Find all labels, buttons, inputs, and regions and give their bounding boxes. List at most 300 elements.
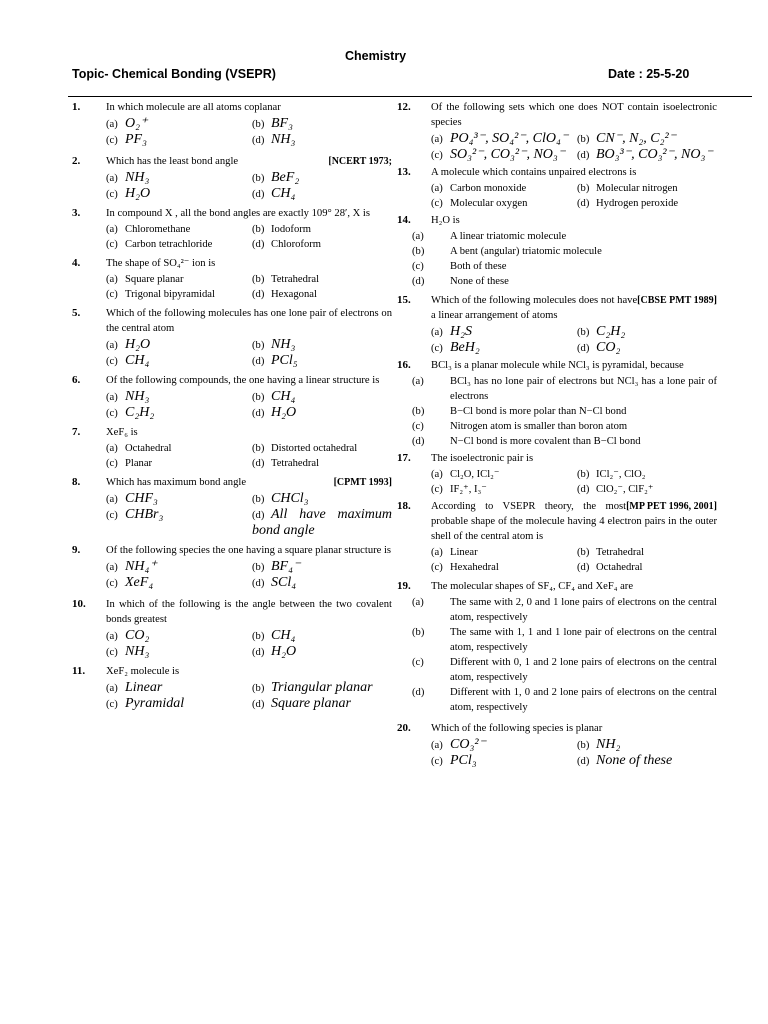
option (431, 147, 571, 163)
option (106, 680, 246, 696)
option-text: All have maximum bond angle (252, 507, 392, 538)
option (106, 696, 246, 712)
question-12 (397, 100, 717, 163)
option-text: BCl₃ has no lone pair of electrons but NCl₃ has a lone pair of electrons (450, 376, 717, 402)
option-text: Molecular oxygen (450, 198, 528, 209)
option-letter: (c) (106, 189, 118, 200)
options (431, 131, 717, 163)
option (252, 186, 392, 202)
option-letter: (b) (412, 627, 425, 638)
option-text: Hexahedral (450, 562, 499, 573)
option-letter: (d) (252, 189, 265, 200)
option (577, 324, 717, 340)
options (431, 467, 717, 497)
option-letter: (a) (106, 494, 118, 505)
option-text: ClO₂⁻, ClF₂⁺ (596, 484, 654, 495)
option (106, 628, 246, 644)
option (252, 170, 392, 186)
option-text: Octahedral (596, 562, 643, 573)
question-18 (397, 499, 717, 575)
option (577, 467, 717, 482)
option-text: CO₂ (596, 340, 621, 355)
option (252, 507, 392, 539)
option (106, 389, 246, 405)
option-text: O₂⁺ (125, 116, 148, 131)
option (412, 259, 717, 274)
option-letter: (d) (252, 289, 265, 300)
question-number: 2. (72, 155, 81, 167)
option-letter: (c) (431, 150, 443, 161)
options (106, 628, 392, 660)
option-letter: (b) (577, 183, 590, 194)
option (252, 337, 392, 353)
option (412, 244, 717, 259)
option (252, 559, 392, 575)
question-number: 7. (72, 426, 81, 438)
option-text: CN⁻, N₂, C₂²⁻ (596, 131, 677, 146)
option (252, 696, 392, 712)
option-letter: (c) (431, 198, 443, 209)
option-text: CO₂ (125, 628, 150, 643)
question-number: 17. (397, 452, 411, 464)
question-number: 18. (397, 500, 411, 512)
option (412, 229, 717, 244)
question-number: 14. (397, 214, 411, 226)
option-text: Different with 1, 0 and 2 lone pairs of electrons on the central atom, respectively (450, 687, 717, 713)
option-text: CH₄ (271, 186, 296, 201)
option-letter: (c) (106, 510, 118, 521)
option-text: H₂O (125, 337, 151, 352)
option-letter: (d) (577, 343, 590, 354)
option (106, 337, 246, 353)
question-number: 1. (72, 101, 81, 113)
option-letter: (c) (106, 699, 118, 710)
option (106, 353, 246, 369)
option (106, 575, 246, 591)
option-letter: (d) (252, 699, 265, 710)
option-letter: (c) (431, 756, 443, 767)
question-19 (397, 579, 717, 715)
question-stem: The shape of SO₄²⁻ ion is (106, 258, 216, 269)
option-text: H₂O (125, 186, 151, 201)
option-letter: (d) (577, 562, 590, 573)
question-8 (72, 475, 392, 539)
option-text: H₂S (450, 324, 472, 339)
option (252, 116, 392, 132)
question-17 (397, 451, 717, 497)
options (431, 181, 717, 211)
option-letter: (b) (577, 134, 590, 145)
option (431, 737, 571, 753)
option-text: Cl₂O, ICl₂⁻ (450, 469, 500, 480)
question-2 (72, 154, 392, 202)
option-text: Carbon tetrachloride (125, 239, 213, 250)
option (577, 737, 717, 753)
option-text: Nitrogen atom is smaller than boron atom (450, 421, 628, 432)
option (252, 628, 392, 644)
option-letter: (a) (106, 274, 118, 285)
option-text: Trigonal bipyramidal (125, 289, 215, 300)
option-letter: (b) (577, 740, 590, 751)
option (412, 685, 717, 715)
question-number: 5. (72, 307, 81, 319)
option (412, 595, 717, 625)
option-letter: (d) (577, 484, 590, 495)
option-letter: (b) (252, 340, 265, 351)
question-number: 11. (72, 665, 86, 677)
option-text: The same with 1, 1 and 1 lone pair of electrons on the central atom, respectively (450, 627, 717, 653)
option-text: Square planar (125, 274, 184, 285)
option-letter: (d) (412, 276, 425, 287)
option (252, 491, 392, 507)
option-letter: (c) (106, 289, 118, 300)
option-letter: (c) (106, 356, 118, 367)
left-column (72, 100, 392, 712)
options (106, 272, 392, 302)
options (431, 324, 717, 356)
option-text: XeF₄ (125, 575, 154, 590)
option-letter: (b) (577, 469, 590, 480)
option (252, 456, 392, 471)
option-text: PCl₃ (450, 753, 477, 768)
option-text: PO₄³⁻, SO₄²⁻, ClO₄⁻ (450, 131, 569, 146)
option-letter: (c) (412, 421, 424, 432)
option-text: C₂H₂ (125, 405, 155, 420)
option-letter: (d) (252, 135, 265, 146)
option (106, 170, 246, 186)
question-5 (72, 306, 392, 369)
option-text: Distorted octahedral (271, 443, 358, 454)
option (252, 644, 392, 660)
option-letter: (a) (431, 547, 443, 558)
option-text: NH₃ (125, 389, 150, 404)
question-6 (72, 373, 392, 421)
option (431, 482, 571, 497)
question-stem: Of the following compounds, the one having a linear structure is (106, 375, 380, 386)
question-number: 10. (72, 598, 86, 610)
question-3 (72, 206, 392, 252)
option (412, 274, 717, 289)
option (412, 404, 717, 419)
option-text: The same with 2, 0 and 1 lone pairs of electrons on the central atom, respectively (450, 597, 717, 623)
options (106, 559, 392, 591)
option-text: Tetrahedral (596, 547, 645, 558)
date-label: Date : 25-5-20 (608, 67, 690, 81)
question-stem: Which of the following molecules has one lone pair of electrons on the central atom (106, 308, 392, 334)
option (577, 560, 717, 575)
option (106, 132, 246, 148)
option-letter: (b) (252, 494, 265, 505)
option-letter: (d) (252, 510, 265, 521)
question-13 (397, 165, 717, 211)
option-text: Octahedral (125, 443, 172, 454)
option-text: SO₃²⁻, CO₃²⁻, NO₃⁻ (450, 147, 566, 162)
topic-title: Topic- Chemical Bonding (VSEPR) (72, 67, 276, 81)
option (106, 237, 246, 252)
option-letter: (c) (106, 239, 118, 250)
option (252, 353, 392, 369)
option-text: Planar (125, 458, 153, 469)
option-letter: (c) (106, 408, 118, 419)
option-letter: (b) (252, 631, 265, 642)
option-letter: (d) (252, 356, 265, 367)
option (431, 324, 571, 340)
option-text: Tetrahedral (271, 458, 320, 469)
options (106, 116, 392, 148)
option (252, 222, 392, 237)
question-7 (72, 425, 392, 471)
option (431, 340, 571, 356)
question-stem: [CPMT 1993] Which has maximum bond angle (106, 477, 392, 488)
option (577, 545, 717, 560)
option (106, 186, 246, 202)
question-number: 12. (397, 101, 411, 113)
option-text: H₂O (271, 405, 297, 420)
question-4 (72, 256, 392, 302)
option-letter: (d) (412, 436, 425, 447)
options (106, 170, 392, 202)
option-text: Both of these (450, 261, 507, 272)
question-stem: In which of the following is the angle between the two covalent bonds greatest (106, 599, 392, 625)
option-text: Iodoform (271, 224, 312, 235)
option-text: BF₃ (271, 116, 293, 131)
option-letter: (d) (577, 198, 590, 209)
option-letter: (b) (252, 683, 265, 694)
option-letter: (a) (431, 469, 443, 480)
option-letter: (d) (252, 458, 265, 469)
option-text: A linear triatomic molecule (450, 231, 567, 242)
options (412, 595, 717, 715)
question-stem: Which of the following species is planar (431, 723, 603, 734)
option-text: Chloroform (271, 239, 322, 250)
option-text: CO₃²⁻ (450, 737, 486, 752)
option-letter: (d) (252, 408, 265, 419)
option (252, 287, 392, 302)
option (431, 181, 571, 196)
option (412, 374, 717, 404)
option-text: Square planar (271, 696, 351, 711)
option-text: Hydrogen peroxide (596, 198, 679, 209)
option-text: BeF₂ (271, 170, 300, 185)
option (412, 655, 717, 685)
source-tag: [CPMT 1993] (333, 477, 392, 488)
question-stem: Of the following species the one having a square planar structure is (106, 545, 392, 556)
option-letter: (d) (252, 578, 265, 589)
option (431, 753, 571, 769)
option-text: NH₃ (271, 132, 296, 147)
option (252, 272, 392, 287)
option (431, 467, 571, 482)
right-column (397, 100, 717, 769)
option-text: Tetrahedral (271, 274, 320, 285)
question-number: 6. (72, 374, 81, 386)
option-letter: (a) (106, 173, 118, 184)
option-letter: (c) (431, 343, 443, 354)
option (577, 147, 717, 163)
question-stem: XeF₂ molecule is (106, 666, 180, 677)
option-letter: (a) (412, 376, 424, 387)
option-letter: (a) (431, 740, 443, 751)
question-stem: A molecule which contains unpaired electrons is (431, 167, 637, 178)
option-letter: (a) (106, 683, 118, 694)
question-number: 8. (72, 476, 81, 488)
question-stem: [CBSE PMT 1989] Which of the following molecules does not have a linear arrangement of atoms (431, 295, 717, 321)
option (431, 196, 571, 211)
option-text: Pyramidal (125, 696, 185, 711)
option-text: NH₃ (271, 337, 296, 352)
option-letter: (a) (106, 224, 118, 235)
option (252, 680, 392, 696)
options (106, 491, 392, 539)
option-text: Carbon monoxide (450, 183, 527, 194)
question-20 (397, 721, 717, 769)
option-letter: (a) (106, 340, 118, 351)
option-letter: (a) (106, 631, 118, 642)
option-text: None of these (596, 753, 673, 768)
option-text: Different with 0, 1 and 2 lone pairs of electrons on the central atom, respectively (450, 657, 717, 683)
option-text: NH₃ (125, 644, 150, 659)
question-1 (72, 100, 392, 148)
question-stem: The isoelectronic pair is (431, 453, 534, 464)
option (431, 131, 571, 147)
option (252, 132, 392, 148)
option-letter: (b) (577, 547, 590, 558)
option (106, 405, 246, 421)
option-letter: (b) (252, 224, 265, 235)
option (106, 116, 246, 132)
option (577, 340, 717, 356)
option-letter: (a) (431, 183, 443, 194)
options (431, 545, 717, 575)
option (106, 491, 246, 507)
option-letter: (b) (577, 327, 590, 338)
question-15 (397, 293, 717, 356)
question-stem: BCl₃ is a planar molecule while NCl₃ is pyramidal, because (431, 360, 684, 371)
option-text: BO₃³⁻, CO₃²⁻, NO₃⁻ (596, 147, 713, 162)
option-letter: (a) (412, 597, 424, 608)
question-number: 9. (72, 544, 81, 556)
option-text: N−Cl bond is more covalent than B−Cl bond (450, 436, 641, 447)
option-text: Chloromethane (125, 224, 191, 235)
option (412, 625, 717, 655)
question-9 (72, 543, 392, 591)
option-text: CH₄ (125, 353, 150, 368)
option-text: Linear (450, 547, 478, 558)
option-text: IF₂⁺, I₃⁻ (450, 484, 487, 495)
option-letter: (c) (106, 458, 118, 469)
option (252, 405, 392, 421)
option (252, 389, 392, 405)
option-letter: (b) (252, 119, 265, 130)
option-text: H₂O (271, 644, 297, 659)
question-number: 13. (397, 166, 411, 178)
option-text: PCl₅ (271, 353, 298, 368)
question-number: 15. (397, 294, 411, 306)
option (577, 482, 717, 497)
option (106, 559, 246, 575)
option-letter: (c) (412, 657, 424, 668)
option-text: CH₄ (271, 628, 296, 643)
option-letter: (c) (106, 135, 118, 146)
question-number: 20. (397, 722, 411, 734)
option-text: A bent (angular) triatomic molecule (450, 246, 602, 257)
option-text: ICl₂⁻, ClO₂ (596, 469, 646, 480)
question-stem: Of the following sets which one does NOT contain isoelectronic species (431, 102, 717, 128)
option-letter: (b) (412, 246, 425, 257)
option (577, 181, 717, 196)
option-letter: (b) (252, 392, 265, 403)
option (577, 753, 717, 769)
option-letter: (d) (577, 756, 590, 767)
options (106, 222, 392, 252)
option-letter: (a) (431, 327, 443, 338)
option (106, 644, 246, 660)
option (412, 434, 717, 449)
option-letter: (d) (252, 647, 265, 658)
question-stem: In which molecule are all atoms coplanar (106, 102, 281, 113)
option-letter: (d) (577, 150, 590, 161)
option-text: C₂H₂ (596, 324, 626, 339)
option-letter: (b) (412, 406, 425, 417)
option (106, 507, 246, 539)
subject-title: Chemistry (345, 49, 407, 63)
option-text: CH₄ (271, 389, 296, 404)
option-letter: (d) (252, 239, 265, 250)
source-tag: [MP PET 1996, 2001] (626, 501, 717, 512)
question-stem: XeF₆ is (106, 427, 138, 438)
options (106, 441, 392, 471)
option (106, 441, 246, 456)
question-stem: The molecular shapes of SF₄, CF₄ and XeF₄ are (431, 581, 634, 592)
option-letter: (b) (252, 562, 265, 573)
question-stem: [MP PET 1996, 2001] According to VSEPR theory, the most probable shape of the molecule having 4 electron pairs in the outer shell of the central atom is (431, 501, 717, 542)
option (431, 545, 571, 560)
option (577, 131, 717, 147)
options (412, 229, 717, 289)
option-text: NH₄⁺ (125, 559, 157, 574)
option (577, 196, 717, 211)
option-letter: (b) (252, 274, 265, 285)
option (252, 237, 392, 252)
option (106, 456, 246, 471)
question-number: 19. (397, 580, 411, 592)
option-letter: (c) (106, 647, 118, 658)
options (106, 389, 392, 421)
option (106, 222, 246, 237)
header-rule (68, 96, 752, 97)
option-text: BeH₂ (450, 340, 480, 355)
option-text: B−Cl bond is more polar than N−Cl bond (450, 406, 627, 417)
option-letter: (d) (412, 687, 425, 698)
source-tag: [NCERT 1973; (328, 156, 392, 167)
option (431, 560, 571, 575)
option-text: NH₂ (596, 737, 621, 752)
option (412, 419, 717, 434)
option-letter: (c) (431, 562, 443, 573)
option-letter: (a) (431, 134, 443, 145)
option-text: CHCl₃ (271, 491, 309, 506)
option (252, 575, 392, 591)
options (431, 737, 717, 769)
option-text: Linear (125, 680, 163, 695)
option-text: CHBr₃ (125, 507, 164, 522)
option-letter: (a) (106, 392, 118, 403)
option-text: SCl₄ (271, 575, 297, 590)
option-text: BF₄⁻ (271, 559, 301, 574)
option-letter: (a) (106, 443, 118, 454)
option-text: None of these (450, 276, 509, 287)
options (106, 337, 392, 369)
